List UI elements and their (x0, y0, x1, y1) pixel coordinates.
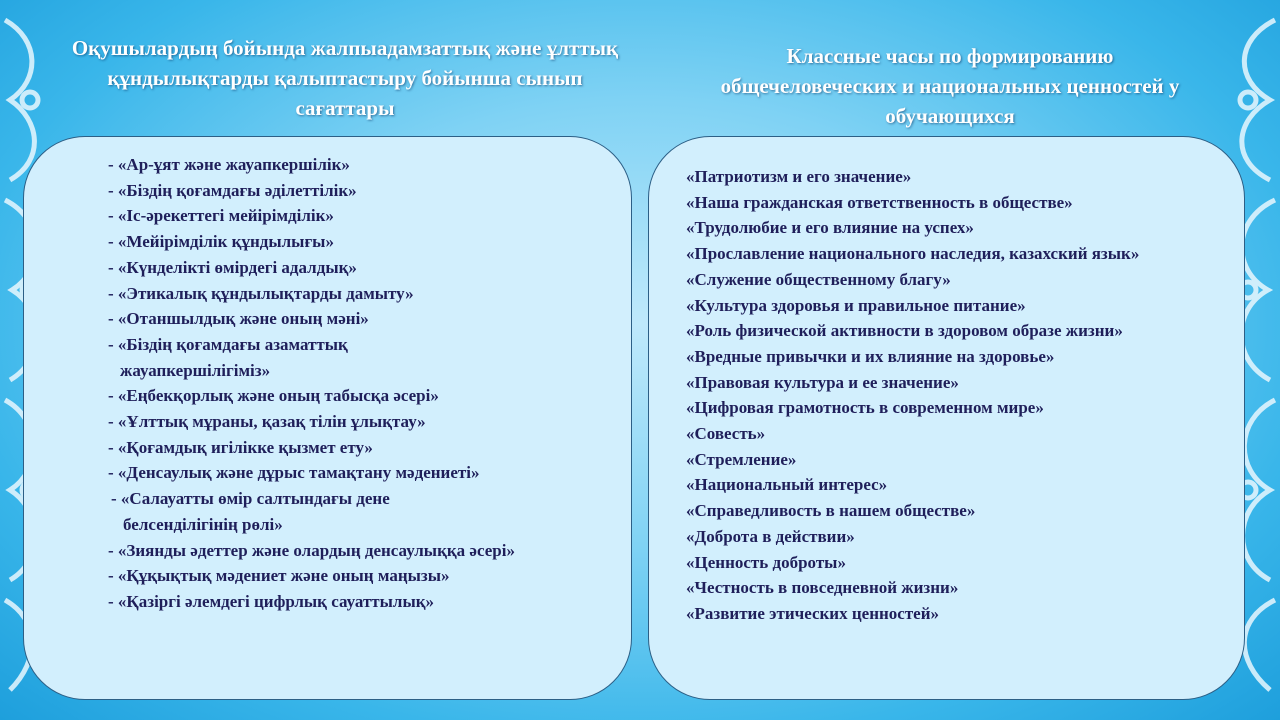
list-item: «Патриотизм и его значение» (686, 167, 912, 186)
list-item: - «Салауатты өмір салтындағы дене белсенділігінің рөлі» (111, 489, 390, 534)
list-item: - «Этикалық құндылықтарды дамыту» (108, 283, 414, 303)
list-item: «Доброта в действии» (686, 526, 855, 546)
list-item: «Цифровая грамотность в современном мире» (686, 398, 1044, 418)
list-item: «Наша гражданская ответственность в обществе» (686, 192, 1073, 212)
list-item: - «Зиянды әдеттер және олардың денсаулыққа әсері» (108, 540, 515, 560)
list-item: «Культура здоровья и правильное питание» (686, 295, 1026, 315)
list-item: - «Қоғамдық игілікке қызмет ету» (108, 437, 373, 457)
list-item: «Прославление национального наследия, казахский язык» (686, 244, 1140, 264)
list-item: - «Еңбекқорлық және оның табысқа әсері» (108, 386, 439, 406)
list-item: - «Құқықтық мәдениет және оның маңызы» (108, 566, 450, 586)
kazakh-list-panel (23, 136, 632, 700)
list-item: «Вредные привычки и их влияние на здоровье» (686, 346, 1055, 366)
list-item: - «Отаншылдық және оның мәні» (108, 309, 369, 329)
list-item: - «Іс-әрекеттегі мейірімділік» (108, 206, 334, 226)
list-item: «Национальный интерес» (686, 475, 888, 495)
list-item: «Справедливость в нашем обществе» (686, 501, 976, 521)
list-item: - «Денсаулық және дұрыс тамақтану мәдениеті» (108, 463, 480, 483)
list-item: «Роль физической активности в здоровом образе жизни» (686, 321, 1123, 341)
list-item: - «Қазіргі әлемдегі цифрлық сауаттылық» (108, 591, 435, 611)
russian-title: Классные часы по формированию общечеловеческих и национальных ценностей у обучающихся (720, 44, 1180, 128)
russian-class-hours-list (686, 164, 1226, 627)
list-item: «Трудолюбие и его влияние на успех» (686, 218, 974, 238)
kazakh-class-hours-list (108, 152, 608, 615)
list-item: - «Біздің қоғамдағы әділеттілік» (108, 180, 357, 200)
list-item: - «Мейірімділік құндылығы» (108, 232, 334, 252)
list-item: - «Ар-ұят және жауапкершілік» (108, 155, 350, 174)
list-item: «Совесть» (686, 424, 766, 444)
list-item: «Развитие этических ценностей» (686, 603, 940, 623)
list-item: - «Ұлттық мұраны, қазақ тілін ұлықтау» (108, 412, 426, 432)
list-item: «Служение общественному благу» (686, 269, 951, 289)
list-item: «Правовая культура и ее значение» (686, 372, 959, 392)
list-item: «Честность в повседневной жизни» (686, 578, 959, 598)
russian-list-panel (648, 136, 1245, 700)
list-item: - «Біздің қоғамдағы азаматтық жауапкершілігіміз» (108, 334, 348, 380)
list-item: - «Күнделікті өмірдегі адалдық» (108, 257, 357, 277)
list-item: «Ценность доброты» (686, 552, 846, 572)
kazakh-title: Оқушылардың бойында жалпыадамзаттық және ұлттық құндылықтарды қалыптастыру бойынша сынып сағаттары (71, 36, 619, 120)
list-item: «Стремление» (686, 449, 797, 469)
